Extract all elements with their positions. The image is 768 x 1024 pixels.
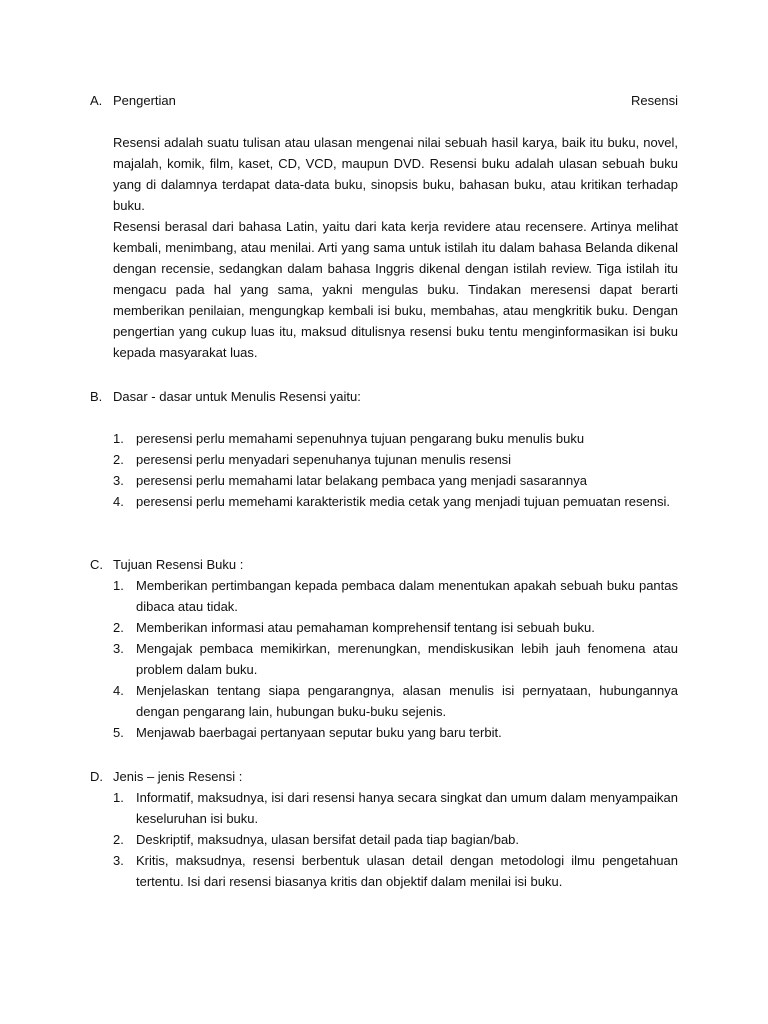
section-heading bbox=[90, 766, 678, 787]
list-text: Deskriptif, maksudnya, ulasan bersifat detail pada tiap bagian/bab. bbox=[136, 832, 520, 847]
list-item bbox=[113, 449, 678, 470]
section-heading bbox=[90, 554, 678, 575]
section-title: Jenis – jenis Resensi : bbox=[113, 769, 243, 784]
section-dasar bbox=[90, 386, 678, 512]
list-item bbox=[113, 428, 678, 449]
list-item bbox=[113, 829, 678, 850]
list-number: 4. bbox=[113, 494, 124, 509]
list-text: Mengajak pembaca memikirkan, merenungkan, mendiskusikan lebih jauh fenomena atau problem dalam buku. bbox=[136, 641, 678, 677]
list-item bbox=[113, 638, 678, 680]
list-number: 3. bbox=[113, 473, 124, 488]
numbered-list bbox=[90, 575, 678, 743]
list-number: 3. bbox=[113, 641, 124, 656]
list-text: Memberikan pertimbangan kepada pembaca dalam menentukan apakah sebuah buku pantas dibaca atau tidak. bbox=[136, 578, 678, 614]
list-text: Menjelaskan tentang siapa pengarangnya, alasan menulis isi pernyataan, hubungannya dengan pengarang lain, hubungan buku-buku sejenis. bbox=[136, 683, 678, 719]
numbered-list bbox=[90, 787, 678, 892]
list-number: 2. bbox=[113, 832, 124, 847]
section-tujuan bbox=[90, 554, 678, 743]
list-item bbox=[113, 575, 678, 617]
section-pengertian bbox=[90, 90, 678, 363]
list-item bbox=[113, 470, 678, 491]
list-item bbox=[113, 680, 678, 722]
section-jenis bbox=[90, 766, 678, 892]
section-letter: C. bbox=[90, 557, 103, 572]
list-text: peresensi perlu memahami sepenuhnya tujuan pengarang buku menulis buku bbox=[136, 431, 585, 446]
list-text: Memberikan informasi atau pemahaman komprehensif tentang isi sebuah buku. bbox=[136, 620, 595, 635]
section-title: Dasar - dasar untuk Menulis Resensi yaitu: bbox=[113, 389, 361, 404]
section-title: Pengertian bbox=[113, 93, 176, 108]
section-letter: A. bbox=[90, 93, 103, 108]
list-number: 2. bbox=[113, 452, 124, 467]
section-heading bbox=[90, 386, 678, 407]
paragraph: Resensi berasal dari bahasa Latin, yaitu dari kata kerja revidere atau recensere. Artinya melihat kembali, menimbang, atau menilai. Arti yang sama untuk istilah itu dalam bahasa Belanda dikenal dengan recensie, sedangkan dalam bahasa Inggris dikenal dengan istilah review. Tiga istilah itu mengacu pada hal yang sama, yakni mengulas buku. Tindakan meresensi dapat berarti memberikan penilaian, mengungkap kembali isi buku, membahas, atau mengkritik buku. Dengan pengertian yang cukup luas itu, maksud ditulisnya resensi buku tentu menginformasikan isi buku kepada masyarakat luas. bbox=[113, 219, 678, 360]
list-number: 1. bbox=[113, 431, 124, 446]
list-item bbox=[113, 722, 678, 743]
section-heading bbox=[90, 90, 678, 111]
numbered-list bbox=[90, 428, 678, 512]
list-text: Kritis, maksudnya, resensi berbentuk ulasan detail dengan metodologi ilmu pengetahuan tertentu. Isi dari resensi biasanya kritis dan objektif dalam menilai isi buku. bbox=[136, 853, 678, 889]
list-text: peresensi perlu memehami karakteristik media cetak yang menjadi tujuan pemuatan resensi. bbox=[136, 494, 670, 509]
list-item bbox=[113, 491, 678, 512]
list-text: peresensi perlu menyadari sepenuhanya tujunan menulis resensi bbox=[136, 452, 512, 467]
list-text: Informatif, maksudnya, isi dari resensi hanya secara singkat dan umum dalam menyampaikan keseluruhan isi buku. bbox=[136, 790, 678, 826]
list-number: 2. bbox=[113, 620, 124, 635]
paragraph: Resensi adalah suatu tulisan atau ulasan mengenai nilai sebuah hasil karya, baik itu buku, novel, majalah, komik, film, kaset, CD, VCD, maupun DVD. Resensi buku adalah ulasan sebuah buku yang di dalamnya terdapat data-data buku, sinopsis buku, bahasan buku, atau kritikan terhadap buku. bbox=[113, 135, 678, 213]
section-letter: D. bbox=[90, 769, 103, 784]
list-number: 1. bbox=[113, 578, 124, 593]
section-title-right: Resensi bbox=[631, 93, 678, 108]
list-item bbox=[113, 850, 678, 892]
list-number: 4. bbox=[113, 683, 124, 698]
section-title: Tujuan Resensi Buku : bbox=[113, 557, 244, 572]
list-number: 3. bbox=[113, 853, 124, 868]
list-item bbox=[113, 617, 678, 638]
list-number: 1. bbox=[113, 790, 124, 805]
list-number: 5. bbox=[113, 725, 124, 740]
list-item bbox=[113, 787, 678, 829]
list-text: peresensi perlu memahami latar belakang pembaca yang menjadi sasarannya bbox=[136, 473, 587, 488]
section-letter: B. bbox=[90, 389, 103, 404]
list-text: Menjawab baerbagai pertanyaan seputar buku yang baru terbit. bbox=[136, 725, 502, 740]
